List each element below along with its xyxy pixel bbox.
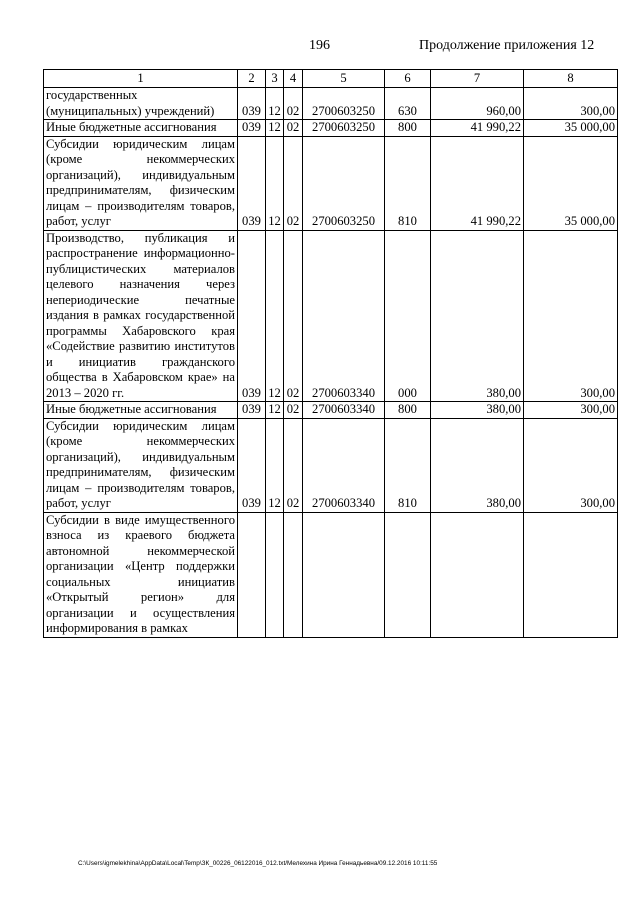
cell-subsection — [284, 512, 303, 637]
cell-section: 12 — [266, 88, 284, 120]
cell-amount-2 — [524, 512, 618, 637]
column-header: 3 — [266, 70, 284, 88]
table-row — [44, 418, 618, 512]
appendix-continuation-label: Продолжение приложения 12 — [419, 38, 595, 53]
cell-subsection: 02 — [284, 402, 303, 419]
cell-amount-1: 380,00 — [431, 402, 524, 419]
cell-amount-1 — [431, 512, 524, 637]
cell-subsection: 02 — [284, 418, 303, 512]
cell-section: 12 — [266, 418, 284, 512]
cell-subsection: 02 — [284, 88, 303, 120]
table-header-row — [44, 70, 618, 88]
cell-section: 12 — [266, 402, 284, 419]
cell-target-article: 2700603340 — [303, 402, 385, 419]
cell-amount-2: 35 000,00 — [524, 136, 618, 230]
cell-admin-code: 039 — [238, 120, 266, 137]
row-name-text: Иные бюджетные ассигнования — [46, 120, 217, 134]
cell-target-article: 2700603250 — [303, 136, 385, 230]
row-name — [44, 512, 238, 637]
cell-subsection: 02 — [284, 136, 303, 230]
row-name-text: государственных (муниципальных) учреждений) — [46, 88, 215, 118]
cell-expense-type: 800 — [385, 402, 431, 419]
column-header: 1 — [44, 70, 238, 88]
cell-admin-code: 039 — [238, 88, 266, 120]
table-row — [44, 136, 618, 230]
table-row — [44, 230, 618, 402]
row-name — [44, 120, 238, 137]
row-name-text: Иные бюджетные ассигнования — [46, 402, 217, 416]
cell-amount-2: 300,00 — [524, 230, 618, 402]
cell-expense-type: 810 — [385, 418, 431, 512]
cell-expense-type: 000 — [385, 230, 431, 402]
cell-expense-type: 800 — [385, 120, 431, 137]
cell-admin-code: 039 — [238, 418, 266, 512]
cell-amount-1: 41 990,22 — [431, 136, 524, 230]
table-row — [44, 88, 618, 120]
page-number: 196 — [309, 38, 330, 53]
row-name-text: Субсидии юридическим лицам (кроме некоммерческих организаций), индивидуальным предпринимателям, физическим лицам – производителям товаров, работ, услуг — [46, 136, 235, 228]
cell-amount-2: 300,00 — [524, 88, 618, 120]
cell-target-article: 2700603340 — [303, 230, 385, 402]
row-name-text: Производство, публикация и распространение информационно-публицистических материалов целевого назначения через непериодические печатные издания в рамках государственной программы Хабаровского края «Содействие развитию институтов и инициатив гражданского общества в Хабаровском крае» на 2013 – 2020 гг. — [46, 230, 235, 400]
cell-target-article — [303, 512, 385, 637]
cell-target-article: 2700603250 — [303, 88, 385, 120]
cell-expense-type: 810 — [385, 136, 431, 230]
cell-amount-2: 35 000,00 — [524, 120, 618, 137]
cell-subsection: 02 — [284, 230, 303, 402]
column-header: 7 — [431, 70, 524, 88]
cell-admin-code: 039 — [238, 136, 266, 230]
cell-amount-1: 380,00 — [431, 418, 524, 512]
cell-section — [266, 512, 284, 637]
document-footer-path: C:\Users\igmelekhina\AppData\Local\Temp\ЗК_00226_06122016_012.txt/Мелехина Ирина Геннадьевна/09.12.2016 10:11:55 — [78, 860, 438, 867]
cell-amount-2: 300,00 — [524, 402, 618, 419]
row-name — [44, 88, 238, 120]
cell-amount-2: 300,00 — [524, 418, 618, 512]
cell-admin-code: 039 — [238, 230, 266, 402]
cell-expense-type: 630 — [385, 88, 431, 120]
cell-target-article: 2700603250 — [303, 120, 385, 137]
row-name — [44, 230, 238, 402]
cell-target-article: 2700603340 — [303, 418, 385, 512]
cell-admin-code — [238, 512, 266, 637]
table-row — [44, 402, 618, 419]
cell-admin-code: 039 — [238, 402, 266, 419]
cell-amount-1: 41 990,22 — [431, 120, 524, 137]
row-name-text: Субсидии в виде имущественного взноса из краевого бюджета автономной некоммерческой организации «Центр поддержки социальных инициатив «Открытый регион» для организации и осуществления информирования в рамках — [46, 512, 235, 635]
column-header: 8 — [524, 70, 618, 88]
column-header: 4 — [284, 70, 303, 88]
cell-amount-1: 960,00 — [431, 88, 524, 120]
column-header: 2 — [238, 70, 266, 88]
column-header: 5 — [303, 70, 385, 88]
table-row — [44, 512, 618, 637]
table-row — [44, 120, 618, 137]
cell-section: 12 — [266, 120, 284, 137]
row-name-text: Субсидии юридическим лицам (кроме некоммерческих организаций), индивидуальным предпринимателям, физическим лицам – производителям товаров, работ, услуг — [46, 418, 235, 510]
row-name — [44, 402, 238, 419]
cell-amount-1: 380,00 — [431, 230, 524, 402]
cell-subsection: 02 — [284, 120, 303, 137]
cell-expense-type — [385, 512, 431, 637]
cell-section: 12 — [266, 230, 284, 402]
budget-table — [43, 69, 618, 638]
column-header: 6 — [385, 70, 431, 88]
row-name — [44, 418, 238, 512]
cell-section: 12 — [266, 136, 284, 230]
row-name — [44, 136, 238, 230]
